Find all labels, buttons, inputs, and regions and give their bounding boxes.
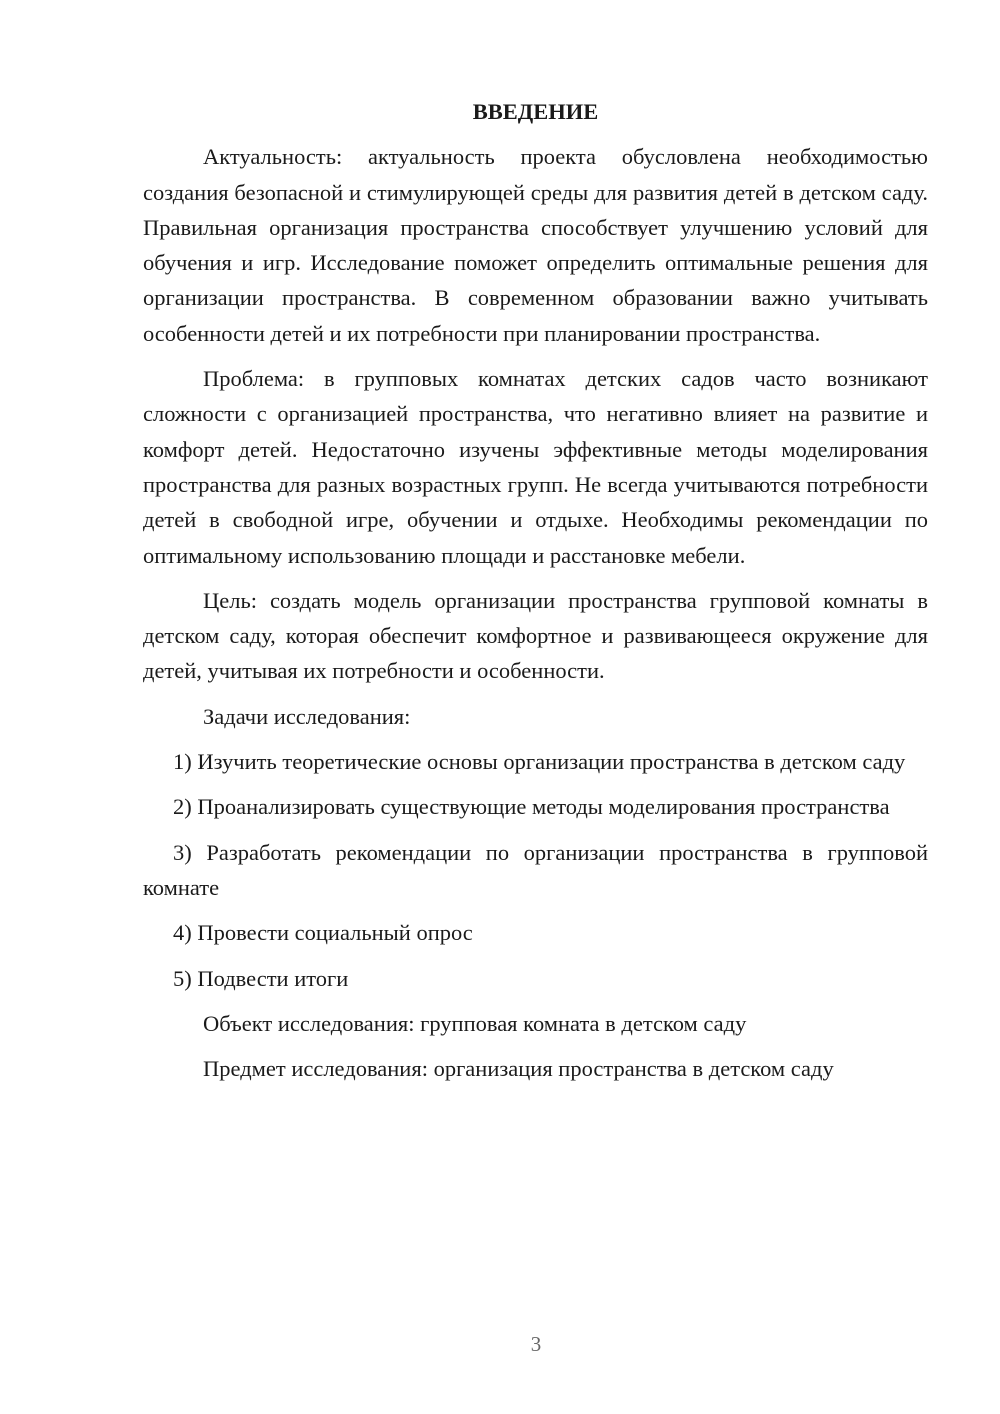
research-object: Объект исследования: групповая комната в детском саду [203,1010,747,1036]
research-subject: Предмет исследования: организация пространства в детском саду [203,1056,834,1082]
task-item-3: 3) Разработать рекомендации по организации пространства в групповой комнате [143,839,928,900]
page-content [143,94,928,1096]
section-title: ВВЕДЕНИЕ [472,99,599,124]
goal-paragraph: Цель: создать модель организации пространства групповой комнаты в детском саду, которая обеспечит комфортное и развивающееся окружение для детей, учитывая их потребности и особенности. [143,587,928,684]
tasks-heading: Задачи исследования: [203,703,411,729]
page-number: 3 [530,1332,542,1356]
task-item-2: 2) Проанализировать существующие методы моделирования пространства [173,794,890,820]
task-item-1: 1) Изучить теоретические основы организации пространства в детском саду [173,749,906,775]
task-item-4: 4) Провести социальный опрос [173,920,473,946]
relevance-paragraph: Актуальность: актуальность проекта обусловлена необходимостью создания безопасной и стимулирующей среды для развития детей в детском саду. Правильная организация пространства способствует улучшению условий для обучения и игр. Исследование поможет определить оптимальные решения для организации пространства. В современном образовании важно учитывать особенности детей и их потребности при планировании пространства. [143,144,928,346]
problem-paragraph: Проблема: в групповых комнатах детских садов часто возникают сложности с организацией пространства, что негативно влияет на развитие и комфорт детей. Недостаточно изучены эффективные методы моделирования пространства для разных возрастных групп. Не всегда учитываются потребности детей в свободной игре, обучении и отдыхе. Необходимы рекомендации по оптимальному использованию площади и расстановке мебели. [143,366,928,568]
task-item-5: 5) Подвести итоги [173,965,349,991]
